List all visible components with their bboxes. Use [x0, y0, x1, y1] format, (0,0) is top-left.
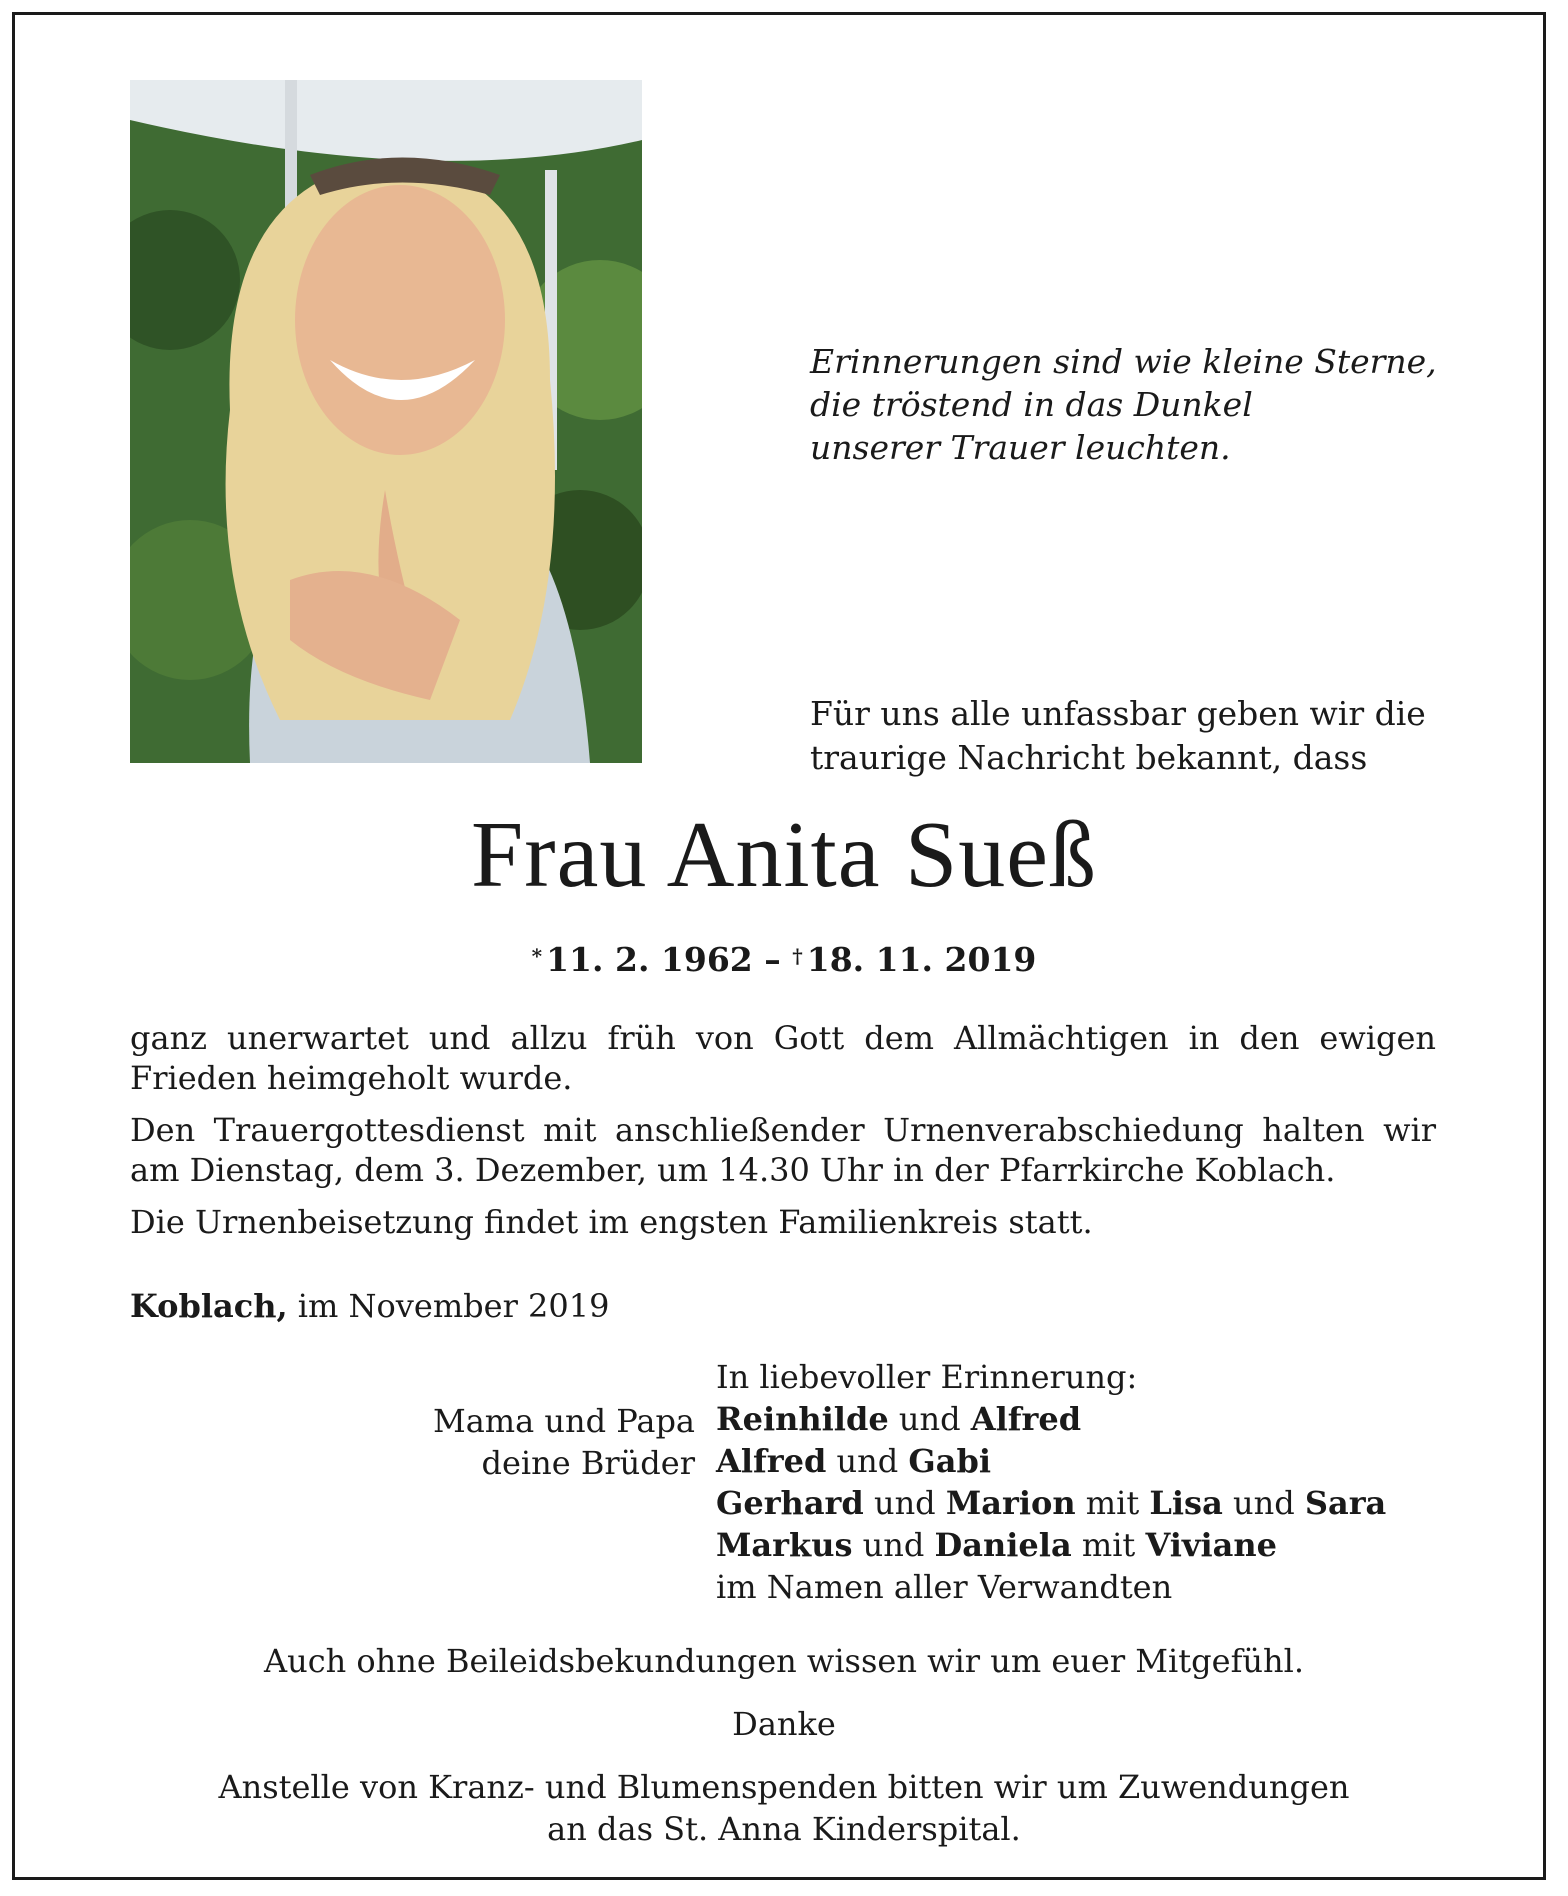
quote-line: die tröstend in das Dunkel — [810, 385, 1253, 424]
memorial-quote — [810, 340, 1460, 469]
body-paragraph: ganz unerwartet und allzu früh von Gott dem Allmächtigen in den ewigen Frieden heimgeholt wurde. — [130, 1019, 1436, 1097]
life-dates — [0, 938, 1568, 982]
conjunction: und — [826, 1442, 909, 1480]
death-date: 18. 11. 2019 — [806, 940, 1037, 979]
intro-line: traurige Nachricht bekannt, dass — [810, 738, 1368, 777]
intro-line: Für uns alle unfassbar geben wir die — [810, 694, 1426, 733]
mourner-name: Alfred — [716, 1442, 827, 1480]
mourner-name: Viviane — [1145, 1526, 1277, 1564]
birth-symbol: * — [531, 944, 543, 968]
notice-body — [130, 1018, 1436, 1254]
portrait-photo — [130, 80, 642, 763]
body-paragraph: Die Urnenbeisetzung findet im engsten Familienkreis statt. — [130, 1203, 1093, 1241]
body-paragraph: Den Trauergottesdienst mit anschließender Urnenverabschiedung halten wir am Dienstag, dem 3. Dezember, um 14.30 Uhr in der Pfarrkirche Koblach. — [130, 1111, 1436, 1189]
mourners-footer: im Namen aller Verwandten — [716, 1568, 1173, 1606]
mourner-line — [716, 1524, 1516, 1566]
quote-line: Erinnerungen sind wie kleine Sterne, — [810, 342, 1437, 381]
mourner-name: Gerhard — [716, 1484, 864, 1522]
conjunction: mit — [1071, 1526, 1146, 1564]
mourner-name: Markus — [716, 1526, 853, 1564]
mourner-line — [716, 1482, 1516, 1524]
relation-label: Mama und Papa — [432, 1402, 695, 1440]
mourner-line — [716, 1398, 1516, 1440]
mourner-name: Sara — [1304, 1484, 1387, 1522]
mourner-name: Gabi — [908, 1442, 991, 1480]
relation-label: deine Brüder — [481, 1444, 695, 1482]
place-town: Koblach, — [130, 1287, 288, 1325]
mourner-name: Marion — [945, 1484, 1076, 1522]
conjunction: und — [863, 1484, 946, 1522]
portrait-image — [130, 80, 642, 763]
place-and-date — [130, 1285, 609, 1327]
mourners-list — [716, 1356, 1516, 1608]
thanks-note: Danke — [732, 1705, 836, 1743]
mourner-name: Daniela — [934, 1526, 1072, 1564]
conjunction: und — [888, 1400, 971, 1438]
conjunction: mit — [1075, 1484, 1150, 1522]
condolence-note: Auch ohne Beileidsbekundungen wissen wir um euer Mitgefühl. — [263, 1642, 1305, 1680]
donation-note-line: Anstelle von Kranz- und Blumenspenden bitten wir um Zuwendungen — [218, 1768, 1350, 1806]
place-date: im November 2019 — [287, 1287, 610, 1325]
deceased-name: Frau Anita Sueß — [471, 803, 1097, 907]
donation-note-line: an das St. Anna Kinderspital. — [547, 1810, 1021, 1848]
birth-date: 11. 2. 1962 — [546, 940, 753, 979]
quote-line: unserer Trauer leuchten. — [810, 428, 1231, 467]
date-separator: – — [764, 940, 781, 979]
death-symbol: † — [792, 944, 803, 968]
announcement-intro — [810, 692, 1470, 780]
mourner-line — [716, 1440, 1516, 1482]
mourner-name: Lisa — [1149, 1484, 1223, 1522]
mourner-name: Reinhilde — [716, 1400, 889, 1438]
conjunction: und — [1222, 1484, 1305, 1522]
mourners-header: In liebevoller Erinnerung: — [716, 1358, 1138, 1396]
conjunction: und — [852, 1526, 935, 1564]
relation-labels — [300, 1400, 695, 1484]
mourner-name: Alfred — [970, 1400, 1082, 1438]
